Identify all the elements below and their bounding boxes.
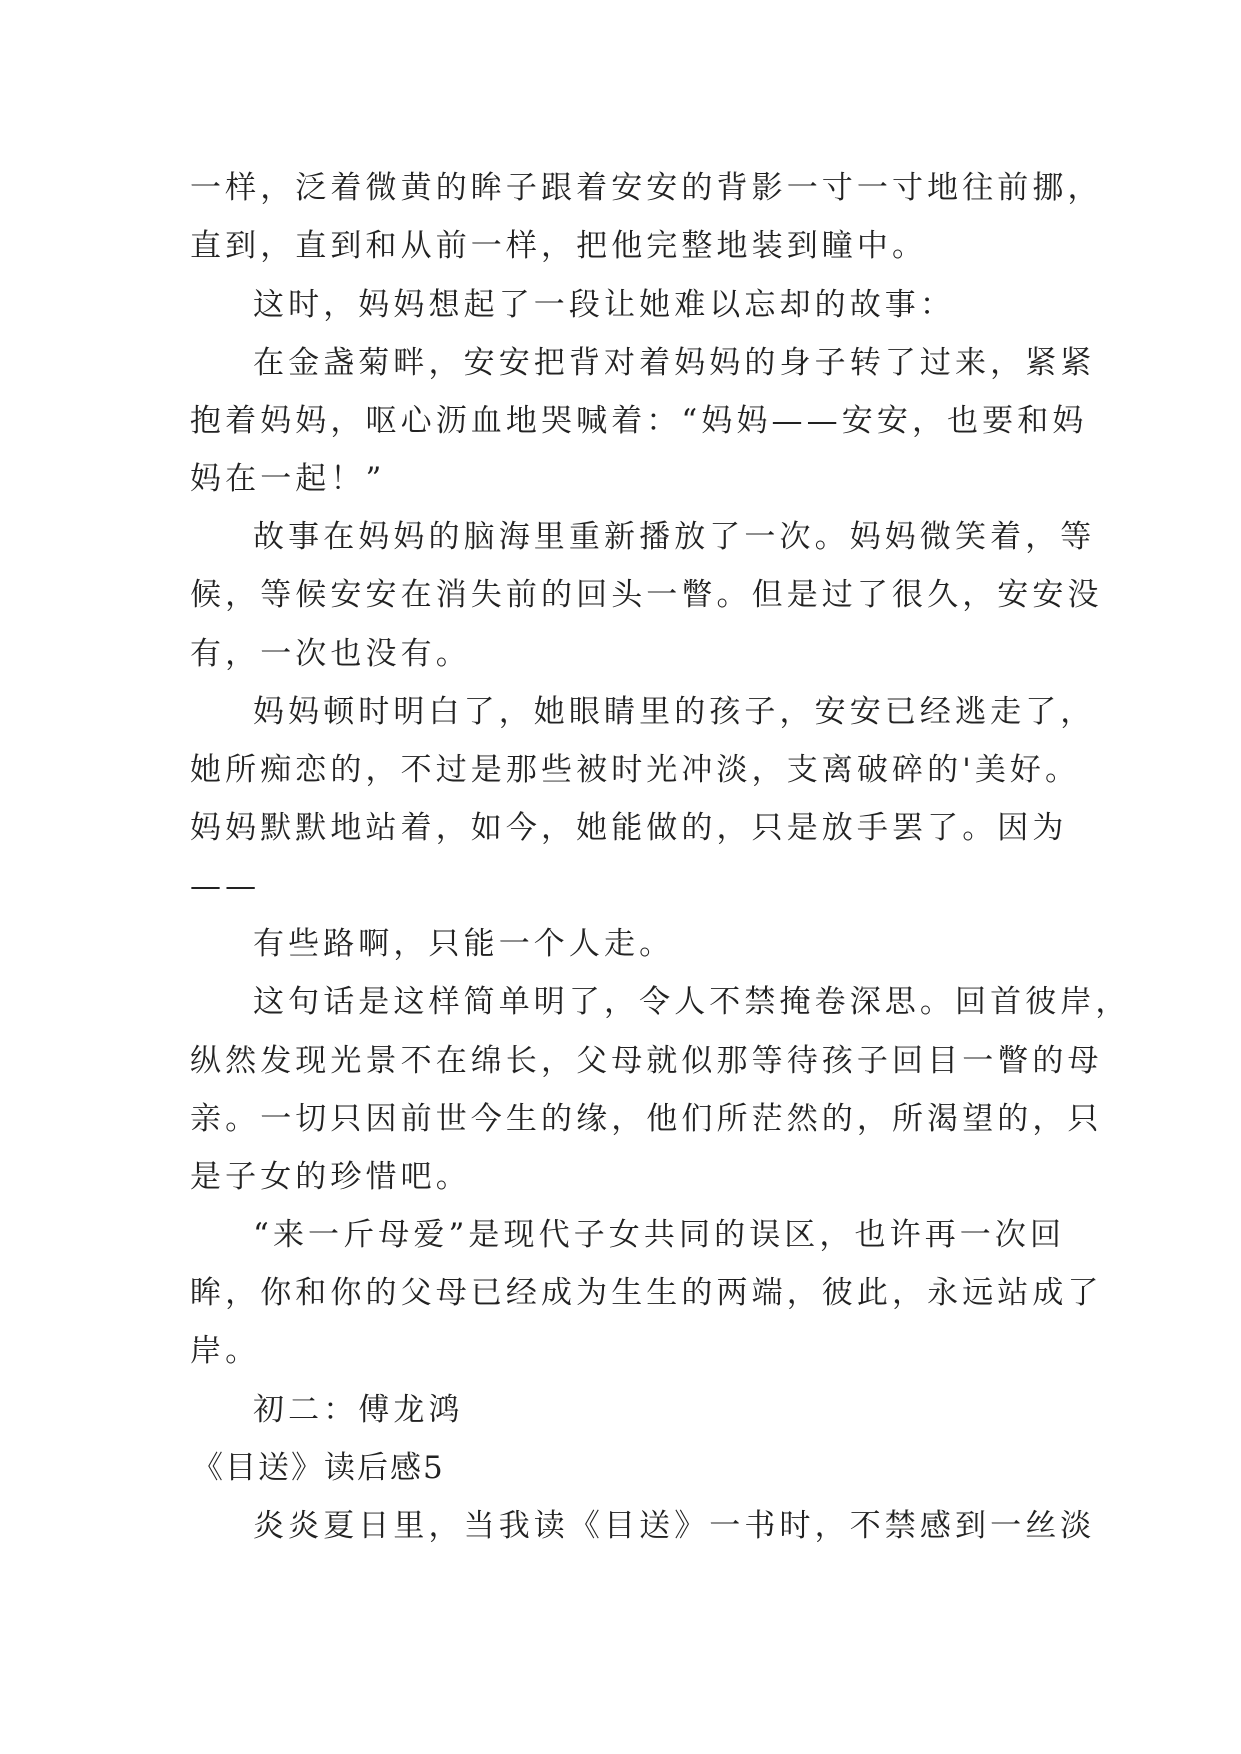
text-line: 有，一次也没有。 [190, 636, 471, 672]
paragraph-first-line: “来一斤母爱”是现代子女共同的误区，也许再一次回 [253, 1217, 1066, 1253]
text-line: 是子女的珍惜吧。 [190, 1159, 471, 1195]
text-line: 妈妈默默地站着，如今，她能做的，只是放手罢了。因为 [190, 810, 1068, 846]
text-line: —— [190, 868, 261, 904]
text-line: 岸。 [190, 1333, 261, 1369]
paragraph-first-line: 有些路啊，只能一个人走。 [253, 926, 675, 962]
paragraph-first-line: 这句话是这样简单明了，令人不禁掩卷深思。回首彼岸， [253, 984, 1131, 1020]
text-line: 妈在一起！” [190, 461, 386, 497]
paragraph-first-line: 故事在妈妈的脑海里重新播放了一次。妈妈微笑着，等 [253, 519, 1096, 555]
author-line: 初二：傅龙鸿 [253, 1392, 464, 1428]
text-line: 抱着妈妈，呕心沥血地哭喊着：“妈妈——安安，也要和妈 [190, 403, 1088, 439]
paragraph-first-line: 妈妈顿时明白了，她眼睛里的孩子，安安已经逃走了， [253, 694, 1096, 730]
paragraph-first-line: 在金盏菊畔，安安把背对着妈妈的身子转了过来，紧紧 [253, 345, 1096, 381]
text-line: 一样，泛着微黄的眸子跟着安安的背影一寸一寸地往前挪， [190, 170, 1103, 206]
text-line: 她所痴恋的，不过是那些被时光冲淡，支离破碎的'美好。 [190, 752, 1081, 788]
paragraph-first-line: 这时，妈妈想起了一段让她难以忘却的故事： [253, 287, 955, 323]
text-line: 纵然发现光景不在绵长，父母就似那等待孩子回目一瞥的母 [190, 1043, 1103, 1079]
text-line: 候，等候安安在消失前的回头一瞥。但是过了很久，安安没 [190, 577, 1103, 613]
text-line: 直到，直到和从前一样，把他完整地装到瞳中。 [190, 228, 928, 264]
text-line: 亲。一切只因前世今生的缘，他们所茫然的，所渴望的，只 [190, 1101, 1103, 1137]
text-line: 眸，你和你的父母已经成为生生的两端，彼此，永远站成了 [190, 1275, 1103, 1311]
section-title: 《目送》读后感5 [192, 1450, 445, 1486]
paragraph-first-line: 炎炎夏日里，当我读《目送》一书时，不禁感到一丝淡 [253, 1508, 1096, 1544]
